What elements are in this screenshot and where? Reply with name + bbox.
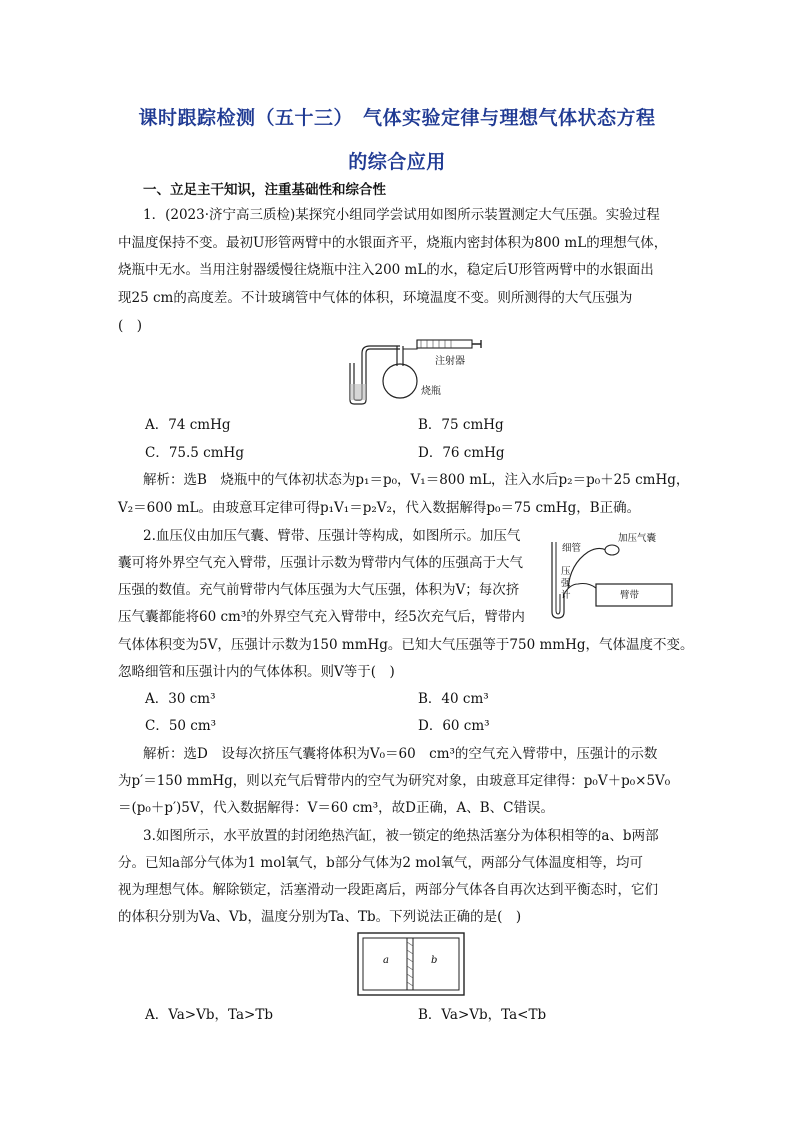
q2-cuff-label: 臂带 [620, 590, 640, 601]
q1-line-2: 中温度保持不变。最初U形管两臂中的水银面齐平，烧瓶内密封体积为800 mL的理想气体， [118, 235, 668, 251]
q2-tube-label: 细管 [562, 543, 582, 554]
q1-apparatus-figure [345, 338, 485, 408]
q2-line-3: 压强的数值。充气前臂带内气体压强为大气压强，体积为V；每次挤 [118, 582, 520, 598]
q2-line-5: 气体体积变为5V，压强计示数为150 mmHg。已知大气压强等于750 mmHg，气体温度不变。 [118, 637, 694, 653]
q1-line-4: 现25 cm的高度差。不计玻璃管中气体的体积，环境温度不变。则所测得的大气压强为 [118, 290, 633, 306]
q3-option-a[interactable]: A．Va>Vb，Ta>Tb [145, 1007, 273, 1023]
q2-option-a[interactable]: A．30 cm³ [145, 691, 216, 707]
q1-option-c[interactable]: C．75.5 cmHg [145, 445, 244, 461]
q1-flask-label: 烧瓶 [421, 386, 441, 397]
q2-option-c[interactable]: C．50 cm³ [145, 718, 217, 734]
q2-solution-line-1: 解析：选D 设每次挤压气囊将体积为V₀＝60 cm³的空气充入臂带中，压强计的示数 [143, 746, 658, 762]
q2-line-4: 压气囊都能将60 cm³的外界空气充入臂带中，经5次充气后，臂带内 [118, 609, 525, 625]
q1-solution-line-1: 解析：选B 烧瓶中的气体初状态为p₁＝p₀，V₁＝800 mL，注入水后p₂＝p₀＋25 cmHg， [143, 472, 690, 488]
q1-option-b[interactable]: B．75 cmHg [418, 417, 504, 433]
q1-solution-line-2: V₂＝600 mL。由玻意耳定律可得p₁V₁＝p₂V₂，代入数据解得p₀＝75 cmHg，B正确。 [118, 500, 641, 516]
q1-line-5: ( ) [118, 318, 143, 334]
q2-gauge-label: 压 强 计 [561, 566, 571, 601]
page-title-line2: 的综合应用 [348, 151, 446, 173]
q3-label-a: a [383, 955, 389, 966]
q2-line-1: 2.血压仪由加压气囊、臂带、压强计等构成，如图所示。加压气 [143, 528, 521, 544]
q2-bulb-label: 加压气囊 [618, 533, 657, 544]
q1-option-d[interactable]: D．76 cmHg [418, 445, 505, 461]
q1-option-a[interactable]: A．74 cmHg [145, 417, 231, 433]
q3-line-1: 3.如图所示，水平放置的封闭绝热汽缸，被一锁定的绝热活塞分为体积相等的a、b两部 [143, 828, 659, 844]
q2-solution-line-3: ＝(p₀＋p′)5V，代入数据解得：V＝60 cm³，故D正确，A、B、C错误。 [118, 800, 554, 816]
section-heading: 一、立足主干知识，注重基础性和综合性 [143, 182, 386, 198]
q3-option-b[interactable]: B．Va>Vb，Ta<Tb [418, 1007, 547, 1023]
q3-label-b: b [431, 955, 438, 966]
q2-option-d[interactable]: D．60 cm³ [418, 718, 490, 734]
q3-line-4: 的体积分别为Va、Vb，温度分别为Ta、Tb。下列说法正确的是( ) [118, 909, 522, 925]
q1-line-1: 1．(2023·济宁高三质检)某探究小组同学尝试用如图所示装置测定大气压强。实验过程 [143, 207, 660, 223]
q3-line-2: 分。已知a部分气体为1 mol氧气，b部分气体为2 mol氧气，两部分气体温度相等，均可 [118, 855, 643, 871]
q1-syringe-label: 注射器 [435, 356, 465, 367]
q2-option-b[interactable]: B．40 cm³ [418, 691, 489, 707]
q1-line-3: 烧瓶中无水。当用注射器缓慢往烧瓶中注入200 mL的水，稳定后U形管两臂中的水银面出 [118, 262, 654, 278]
q2-line-2: 囊可将外界空气充入臂带，压强计示数为臂带内气体的压强高于大气 [118, 555, 523, 571]
q3-line-3: 视为理想气体。解除锁定，活塞滑动一段距离后，两部分气体各自再次达到平衡态时，它们 [118, 882, 658, 898]
q2-solution-line-2: 为p′＝150 mmHg，则以充气后臂带内的空气为研究对象，由玻意耳定律得：p₀V＋p₀×5V₀ [118, 773, 671, 789]
q2-line-6: 忽略细管和压强计内的气体体积。则V等于( ) [118, 664, 395, 680]
page-title-line1: 课时跟踪检测（五十三） 气体实验定律与理想气体状态方程 [138, 107, 656, 129]
q3-cylinder-figure [357, 932, 465, 996]
